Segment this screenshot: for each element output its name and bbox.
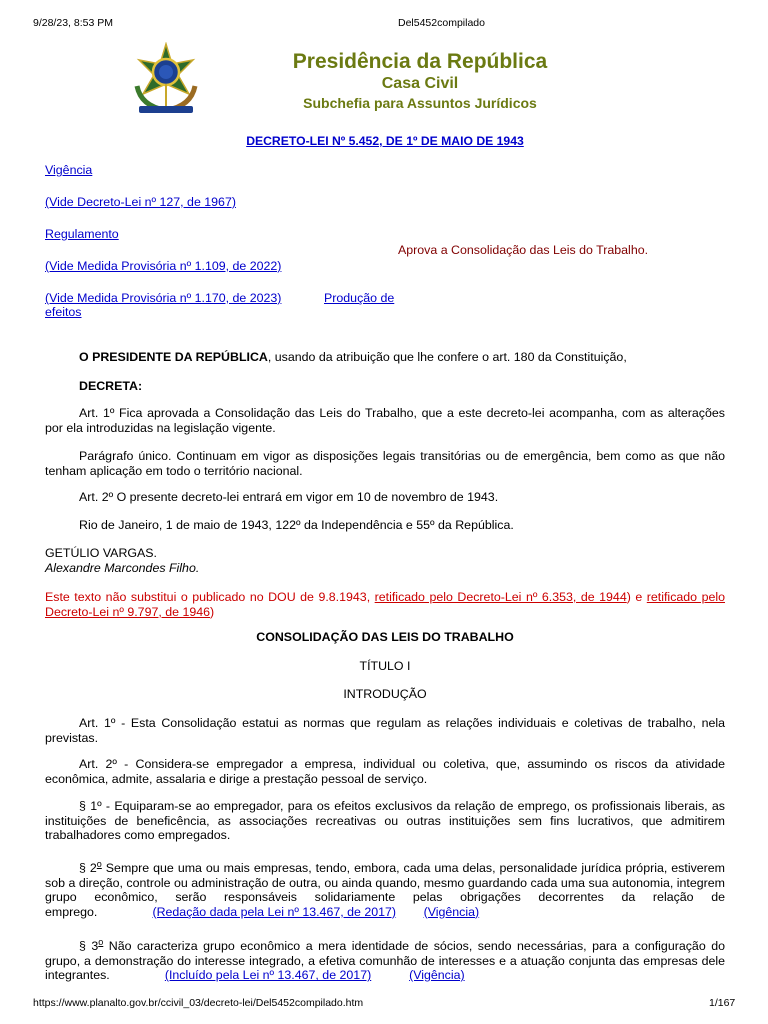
paragraph-3-label: § 3 (79, 939, 99, 954)
art-1: Art. 1º Fica aprovada a Consolidação das Leis do Trabalho, que a este decreto-lei acompanha, com as alterações por ela introduzidas na legislação vigente. (45, 406, 725, 435)
clt-art-2-paragraph-3 (45, 935, 725, 983)
brazil-coat-of-arms-icon (127, 42, 205, 116)
print-datetime: 9/28/23, 8:53 PM (33, 17, 113, 29)
clt-art-2-paragraph-2 (45, 857, 725, 919)
print-page-number: 1/167 (709, 997, 736, 1009)
clt-title: CONSOLIDAÇÃO DAS LEIS DO TRABALHO (256, 630, 514, 644)
art-2: Art. 2º O presente decreto-lei entrará em vigor em 10 de novembro de 1943. (79, 490, 499, 504)
retificado-dl-6353-link[interactable]: retificado pelo Decreto-Lei nº 6.353, de 1944 (374, 590, 627, 604)
dou-note-text-1: Este texto não substitui o publicado no DOU de 9.8.1943, (45, 590, 375, 604)
titulo-i: TÍTULO I (359, 659, 411, 673)
paragraph-3-text: Não caracteriza grupo econômico a mera identidade de sócios, sendo necessárias, para a configuração do grupo, a demonstração do interesse integrado, a efetiva comunhão de interesses e a atuação conjunta das empresas dele integrantes. (45, 939, 725, 983)
decree-title-link[interactable]: DECRETO-LEI Nº 5.452, DE 1º DE MAIO DE 1943 (246, 134, 524, 148)
preamble-president: O PRESIDENTE DA REPÚBLICA (79, 350, 268, 364)
producao-efeitos-link-cont[interactable]: efeitos (45, 305, 82, 319)
local-data: Rio de Janeiro, 1 de maio de 1943, 122º da Independência e 55º da República. (79, 518, 514, 532)
signature-marcondes: Alexandre Marcondes Filho. (45, 561, 200, 575)
masthead-subchefia: Subchefia para Assuntos Jurídicos (303, 95, 537, 111)
paragrafo-unico: Parágrafo único. Continuam em vigor as disposições legais transitórias ou de emergência, bem como as que não tenham aplicação em todo o território nacional. (45, 449, 725, 478)
vide-mp-1170-link[interactable]: (Vide Medida Provisória nº 1.170, de 2023) (45, 291, 282, 305)
paragraph-2-label: § 2 (79, 861, 97, 876)
decreta: DECRETA: (79, 379, 143, 393)
signature-getulio: GETÚLIO VARGAS. (45, 546, 157, 560)
masthead-casa-civil: Casa Civil (381, 75, 459, 92)
vide-decreto-lei-127-link[interactable]: (Vide Decreto-Lei nº 127, de 1967) (45, 195, 236, 209)
introducao: INTRODUÇÃO (343, 687, 427, 701)
paragraph-2-text: Sempre que uma ou mais empresas, tendo, embora, cada uma delas, personalidade jurídica própria, estiverem sob a direção, controle ou administração de outra, ou ainda quando, mesmo guardando cada uma sua autonomia, integrem grupo econômico, serão responsáveis solidariamente pelas obrigações decorrentes da relação de emprego. (45, 861, 725, 919)
print-doc-title: Del5452compilado (398, 17, 485, 29)
clt-art-2: Art. 2º - Considera-se empregador a empresa, individual ou coletiva, que, assumindo os riscos da atividade econômica, admite, assalaria e dirige a prestação pessoal de serviço. (45, 757, 725, 786)
dou-note-text-3: ) (210, 604, 215, 619)
vide-mp-1109-link[interactable]: (Vide Medida Provisória nº 1.109, de 2022) (45, 259, 282, 273)
preamble (45, 350, 725, 365)
vigencia-link-p3[interactable]: (Vigência) (409, 968, 465, 983)
dou-note (45, 590, 725, 619)
preamble-rest: , usando da atribuição que lhe confere o art. 180 da Constituição, (267, 350, 627, 364)
dou-note-text-2: ) e (626, 590, 647, 604)
clt-art-2-paragraph-1: § 1º - Equiparam-se ao empregador, para os efeitos exclusivos da relação de emprego, os profissionais liberais, as instituições de beneficência, as associações recreativas ou outras instituições sem fins lucrativos, que admitirem trabalhadores como empregados. (45, 799, 725, 842)
redacao-lei-13467-link[interactable]: (Redação dada pela Lei nº 13.467, de 2017) (152, 904, 397, 919)
producao-efeitos-link[interactable]: Produção de (324, 291, 395, 305)
clt-art-1: Art. 1º - Esta Consolidação estatui as normas que regulam as relações individuais e coletivas de trabalho, nela previstas. (45, 716, 725, 745)
retificado-dl-9797-link-a[interactable]: retificado pelo (646, 590, 725, 604)
paragraph-2-sup: o (96, 859, 102, 869)
print-url: https://www.planalto.gov.br/ccivil_03/decreto-lei/Del5452compilado.htm (33, 997, 364, 1009)
retificado-dl-9797-link-b[interactable]: Decreto-Lei nº 9.797, de 1946 (45, 604, 211, 619)
vigencia-link-p2[interactable]: (Vigência) (423, 904, 480, 919)
incluido-lei-13467-link[interactable]: (Incluído pela Lei nº 13.467, de 2017) (164, 968, 372, 983)
ementa: Aprova a Consolidação das Leis do Trabalho. (398, 243, 649, 257)
masthead-presidencia: Presidência da República (292, 50, 548, 73)
paragraph-3-sup: o (98, 937, 104, 947)
vigencia-link[interactable]: Vigência (45, 163, 93, 177)
regulamento-link[interactable]: Regulamento (45, 227, 119, 241)
